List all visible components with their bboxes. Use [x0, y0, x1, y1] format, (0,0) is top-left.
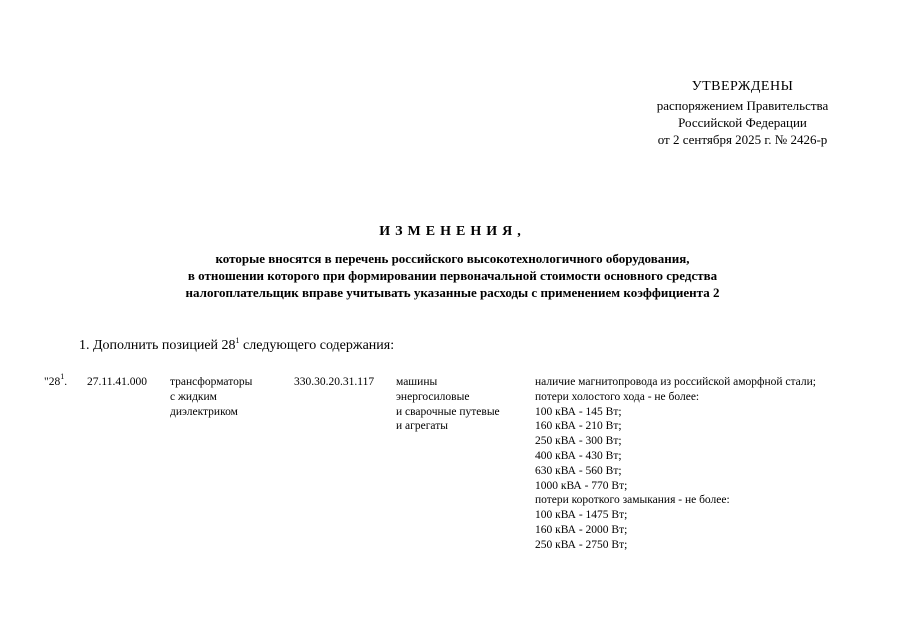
okof-name: [396, 375, 516, 434]
subtitle-line: в отношении которого при формировании первоначальной стоимости основного средства: [187, 268, 718, 283]
position-superscript: 1: [60, 372, 65, 381]
instruction-text-before: 1. Дополнить позицией 28: [79, 338, 236, 353]
instruction-superscript: 1: [235, 336, 240, 345]
okof-name-line: машины: [396, 376, 438, 388]
approval-line-3: от 2 сентября 2025 г. № 2426-р: [657, 132, 828, 147]
approval-line-1: распоряжением Правительства: [656, 98, 829, 113]
document-subtitle: [100, 250, 805, 301]
okof-name-line: и агрегаты: [396, 420, 448, 433]
document-title: ИЗМЕНЕНИЯ,: [379, 224, 526, 239]
subtitle-line: которые вносятся в перечень российского высокотехнологичного оборудования,: [215, 251, 690, 266]
requirement-line: 100 кВА - 145 Вт;: [535, 405, 622, 418]
okof-name-line: и сварочные путевые: [396, 405, 500, 418]
requirement-line: 250 кВА - 2750 Вт;: [535, 538, 628, 551]
requirement-line: 630 кВА - 560 Вт;: [535, 464, 622, 477]
approval-block: [600, 78, 885, 148]
product-name-line: диэлектриком: [170, 405, 238, 418]
requirement-line: 1000 кВА - 770 Вт;: [535, 479, 628, 492]
approval-line-2: Российской Федерации: [678, 115, 807, 130]
instruction-text-after: следующего содержания:: [239, 338, 395, 353]
requirement-line: 250 кВА - 300 Вт;: [535, 435, 622, 448]
position-suffix: .: [64, 376, 68, 388]
position-prefix: "28: [44, 376, 61, 388]
instruction-paragraph: [79, 338, 394, 354]
requirement-line: 160 кВА - 210 Вт;: [535, 420, 622, 433]
requirements: [535, 375, 875, 553]
requirement-line: наличие магнитопровода из российской аморфной стали;: [535, 376, 816, 388]
requirement-line: 160 кВА - 2000 Вт;: [535, 523, 628, 536]
approval-heading: УТВЕРЖДЕНЫ: [691, 79, 794, 94]
subtitle-line: налогоплательщик вправе учитывать указанные расходы с применением коэффициента 2: [185, 285, 720, 300]
product-name-line: трансформаторы: [170, 376, 253, 388]
requirement-line: потери короткого замыкания - не более:: [535, 494, 730, 507]
position-number: [44, 372, 68, 390]
requirement-line: 400 кВА - 430 Вт;: [535, 449, 622, 462]
okof-code: 330.30.20.31.117: [294, 376, 375, 388]
requirement-line: потери холостого хода - не более:: [535, 390, 700, 403]
okpd-code: 27.11.41.000: [87, 376, 147, 388]
product-name-line: с жидким: [170, 390, 217, 403]
product-name: [170, 375, 280, 419]
okof-name-line: энергосиловые: [396, 390, 470, 403]
requirement-line: 100 кВА - 1475 Вт;: [535, 509, 628, 522]
